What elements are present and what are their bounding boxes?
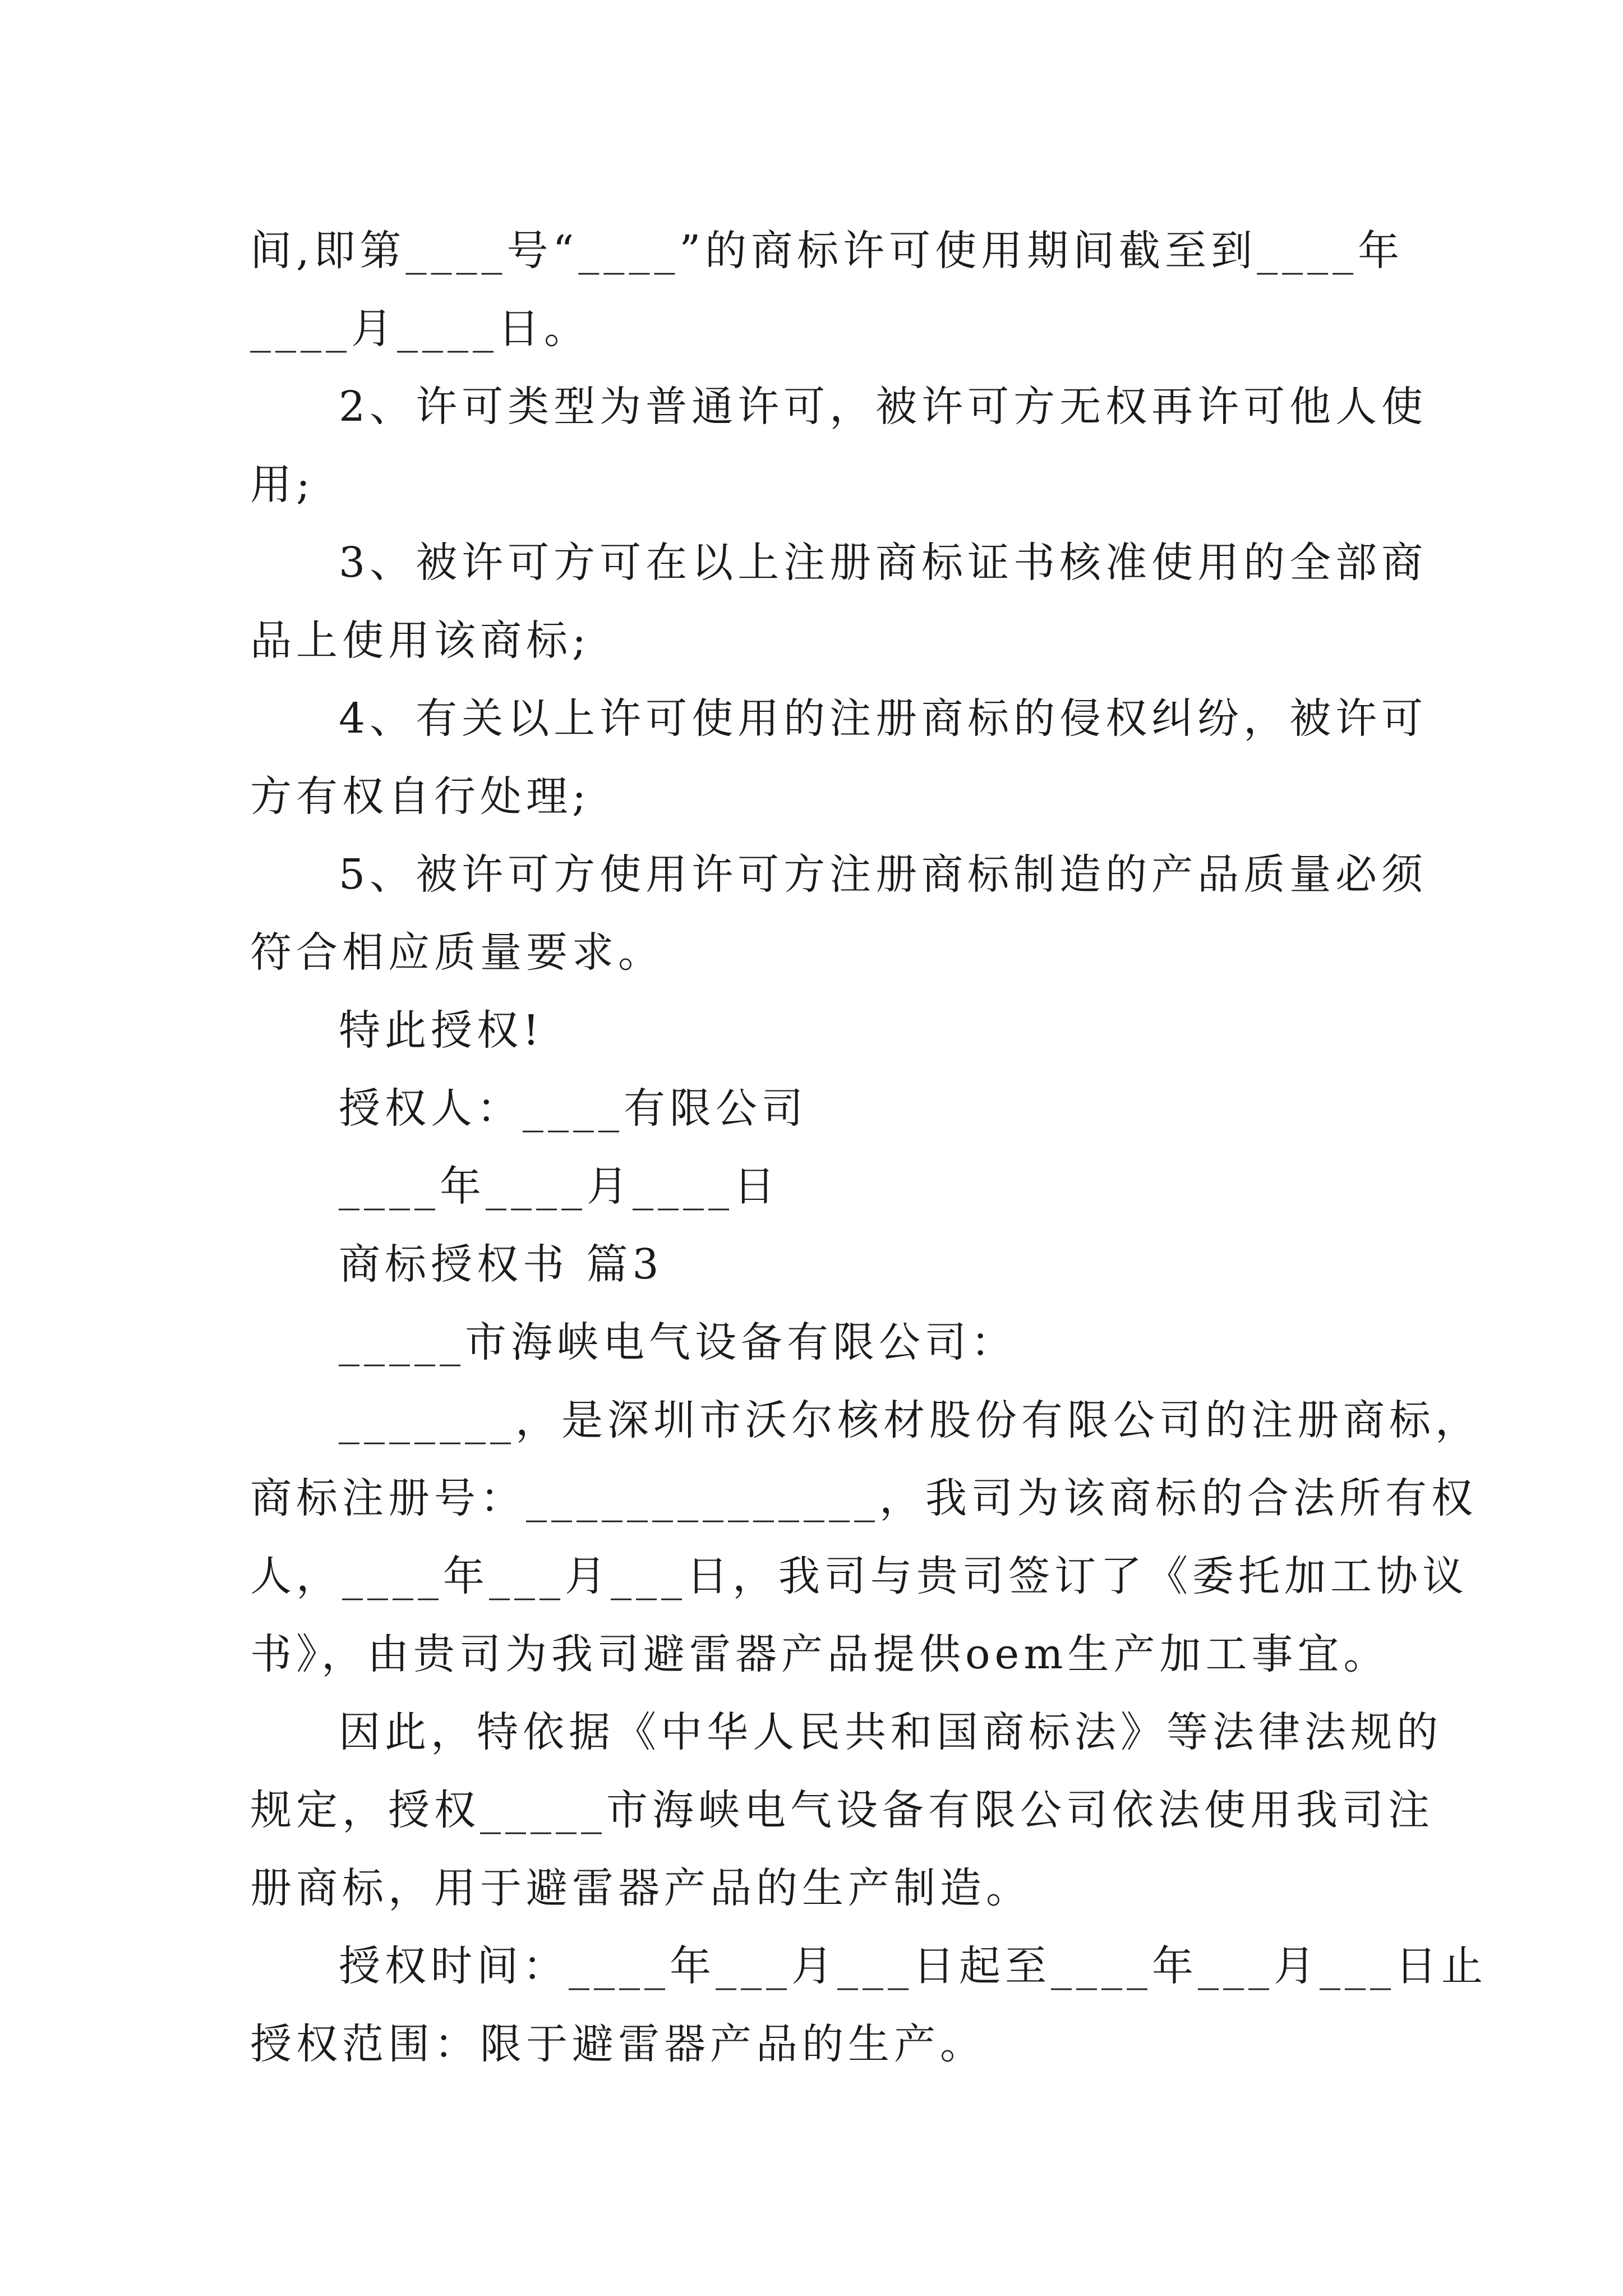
clause-3-cont: 品上使用该商标; [250, 616, 591, 665]
para-1-line-4: 书》，由贵司为我司避雷器产品提供oem生产加工事宜。 [250, 1630, 1390, 1678]
authorizer-line: 授权人：____有限公司 [339, 1084, 808, 1133]
clause-4: 4、有关以上许可使用的注册商标的侵权纠纷，被许可 [339, 694, 1428, 743]
clause-2-cont: 用; [250, 461, 315, 509]
para-2-line-2: 规定，授权_____市海峡电气设备有限公司依法使用我司注 [250, 1786, 1434, 1834]
para-1-line-1: _______，是深圳市沃尔核材股份有限公司的注册商标， [339, 1396, 1481, 1444]
authorization-statement: 特此授权! [339, 1006, 544, 1055]
document-body [250, 212, 1487, 2083]
para-1-line-3: 人，____年___月___日，我司与贵司签订了《委托加工协议 [250, 1552, 1468, 1600]
section-heading: 商标授权书 篇3 [339, 1240, 663, 1289]
para-1-line-2: 商标注册号：______________，我司为该商标的合法所有权 [250, 1474, 1477, 1522]
line-1: 间,即第____号“____”的商标许可使用期间截至到____年 [250, 227, 1404, 275]
authorization-period: 授权时间：____年___月___日起至____年___月___日止 [339, 1942, 1487, 1990]
addressee-line: _____市海峡电气设备有限公司： [339, 1318, 1017, 1366]
clause-3: 3、被许可方可在以上注册商标证书核准使用的全部商 [339, 539, 1428, 587]
line-2: ____月____日。 [250, 305, 590, 353]
clause-5: 5、被许可方使用许可方注册商标制造的产品质量必须 [339, 850, 1428, 899]
clause-5-cont: 符合相应质量要求。 [250, 928, 664, 977]
date-line: ____年____月____日 [339, 1162, 780, 1211]
clause-2: 2、许可类型为普通许可，被许可方无权再许可他人使 [339, 383, 1428, 431]
para-2-line-3: 册商标，用于避雷器产品的生产制造。 [250, 1864, 1032, 1912]
para-2-line-1: 因此，特依据《中华人民共和国商标法》等法律法规的 [339, 1708, 1442, 1756]
authorization-scope: 授权范围：限于避雷器产品的生产。 [250, 2020, 986, 2068]
clause-4-cont: 方有权自行处理; [250, 772, 591, 821]
